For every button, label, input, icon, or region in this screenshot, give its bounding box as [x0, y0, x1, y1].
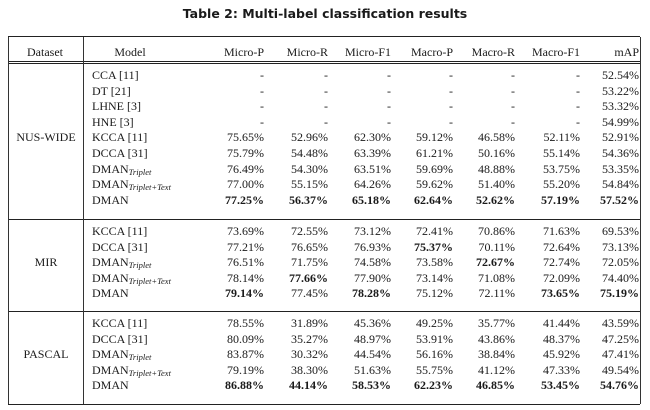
model-name: [92, 130, 147, 145]
metric-value: -: [576, 68, 580, 82]
model-name: [92, 115, 134, 130]
metric-value: 70.86%: [478, 224, 515, 238]
model-name: [92, 84, 131, 99]
metric-value: 71.75%: [291, 255, 328, 270]
metric-value: 52.11%: [543, 130, 580, 145]
metric-value: 76.51%: [227, 255, 264, 270]
metric-value: 54.30%: [291, 161, 328, 176]
metric-value: 46.85%: [476, 378, 515, 393]
metric-value: 50.16%: [478, 146, 515, 160]
metric-value: 76.93%: [354, 239, 391, 254]
dataset-label: NUS-WIDE: [16, 130, 76, 145]
metric-value: 73.58%: [416, 255, 453, 270]
metric-value: 63.39%: [354, 146, 391, 160]
metric-value: 47.41%: [602, 347, 639, 362]
metric-value: 55.14%: [543, 146, 580, 160]
metric-value: 75.19%: [600, 286, 639, 301]
metric-value: 44.54%: [354, 347, 391, 362]
metric-value: 72.74%: [543, 255, 580, 270]
header-metric: Micro-P: [224, 45, 264, 59]
metric-value: -: [511, 83, 515, 98]
metric-value: 47.33%: [543, 362, 580, 377]
model-base-name: KCCA [11]: [92, 130, 148, 145]
metric-value: 59.12%: [416, 130, 453, 145]
model-base-name: DCCA [31]: [92, 331, 148, 346]
metric-value: 72.41%: [416, 224, 453, 238]
metric-value: 73.65%: [541, 286, 580, 301]
metric-value: -: [511, 114, 515, 129]
metric-value: 73.13%: [602, 239, 639, 254]
metric-value: 53.35%: [602, 161, 639, 176]
model-name: [92, 332, 148, 347]
model-base-name: DMAN: [92, 347, 129, 362]
metric-value: 62.64%: [414, 192, 453, 207]
metric-value: 52.96%: [291, 130, 328, 145]
model-name: [92, 378, 129, 393]
metric-value: -: [260, 68, 264, 82]
header-dataset: Dataset: [27, 45, 63, 59]
metric-value: 45.36%: [354, 316, 391, 330]
metric-value: 78.28%: [352, 286, 391, 301]
metric-value: 31.89%: [291, 316, 328, 330]
model-name: [92, 68, 139, 83]
metric-value: 54.36%: [602, 146, 639, 160]
model-base-name: DT [21]: [92, 83, 131, 98]
metric-value: 78.55%: [227, 316, 264, 330]
metric-value: 59.62%: [416, 177, 453, 192]
metric-value: -: [324, 114, 328, 129]
metric-value: 47.25%: [602, 331, 639, 346]
table-caption: Table 2: Multi-label classification results: [182, 6, 468, 21]
table-rule: [8, 311, 640, 312]
model-name: [92, 240, 148, 255]
metric-value: 80.09%: [227, 331, 264, 346]
metric-value: 45.92%: [543, 347, 580, 362]
table-rule: [8, 63, 640, 64]
metric-value: 73.69%: [227, 224, 264, 238]
metric-value: 53.45%: [541, 378, 580, 393]
metric-value: 46.58%: [478, 130, 515, 145]
metric-value: 73.14%: [416, 270, 453, 285]
column-separator: [8, 37, 9, 404]
metric-value: 76.65%: [291, 239, 328, 254]
metric-value: 77.00%: [227, 177, 264, 192]
metric-value: 72.05%: [602, 255, 639, 270]
model-subscript: Triplet+Text: [128, 367, 171, 378]
metric-value: 77.66%: [289, 270, 328, 285]
model-base-name: DMAN: [92, 192, 129, 207]
metric-value: 83.87%: [227, 347, 264, 362]
metric-value: 55.20%: [543, 177, 580, 192]
metric-value: -: [324, 68, 328, 82]
model-base-name: DMAN: [92, 378, 129, 393]
metric-value: 77.90%: [354, 270, 391, 285]
metric-value: 77.45%: [291, 286, 328, 301]
header-metric: Micro-F1: [345, 45, 391, 59]
table-rule: [8, 404, 640, 405]
metric-value: 75.37%: [414, 239, 453, 254]
header-metric: Macro-P: [411, 45, 453, 59]
table-rule: [8, 36, 640, 37]
metric-value: 55.15%: [291, 177, 328, 192]
metric-value: 53.75%: [543, 161, 580, 176]
metric-value: 72.55%: [291, 224, 328, 238]
model-base-name: KCCA [11]: [92, 224, 148, 238]
model-base-name: DMAN: [92, 255, 129, 270]
metric-value: -: [576, 99, 580, 114]
metric-value: 52.91%: [602, 130, 639, 145]
metric-value: 74.40%: [602, 270, 639, 285]
metric-value: 64.26%: [354, 177, 391, 192]
model-base-name: DCCA [31]: [92, 239, 148, 254]
metric-value: 54.99%: [602, 114, 639, 129]
header-model: Model: [114, 45, 146, 59]
metric-value: 57.52%: [600, 192, 639, 207]
metric-value: 72.09%: [543, 270, 580, 285]
model-name: [92, 286, 129, 301]
metric-value: -: [387, 68, 391, 82]
model-base-name: DMAN: [92, 362, 129, 377]
model-subscript: Triplet: [128, 166, 152, 177]
metric-value: 62.23%: [414, 378, 453, 393]
column-separator: [640, 37, 641, 404]
model-base-name: CCA [11]: [92, 68, 139, 82]
metric-value: 75.79%: [227, 146, 264, 160]
model-name: [92, 316, 147, 331]
metric-value: 77.25%: [225, 192, 264, 207]
model-subscript: Triplet+Text: [128, 275, 171, 286]
metric-value: 53.91%: [416, 331, 453, 346]
metric-value: 70.11%: [478, 239, 515, 254]
metric-value: 62.30%: [354, 130, 391, 145]
metric-value: 63.51%: [354, 161, 391, 176]
metric-value: -: [511, 68, 515, 82]
header-metric: Micro-R: [286, 45, 328, 59]
metric-value: 74.58%: [354, 255, 391, 270]
metric-value: 52.54%: [602, 68, 639, 82]
metric-value: 51.40%: [478, 177, 515, 192]
metric-value: 41.44%: [543, 316, 580, 330]
metric-value: 35.77%: [478, 316, 515, 330]
model-base-name: DMAN: [92, 270, 129, 285]
metric-value: 58.53%: [352, 378, 391, 393]
metric-value: 53.22%: [602, 83, 639, 98]
dataset-label: PASCAL: [23, 347, 69, 361]
metric-value: 56.16%: [416, 347, 453, 362]
column-separator: [83, 37, 84, 404]
metric-value: 72.11%: [478, 286, 515, 301]
metric-value: -: [576, 83, 580, 98]
metric-value: 61.21%: [416, 146, 453, 160]
metric-value: 43.86%: [478, 331, 515, 346]
metric-value: 52.62%: [476, 192, 515, 207]
dataset-label: MIR: [34, 255, 58, 269]
metric-value: 30.32%: [291, 347, 328, 362]
metric-value: 48.37%: [543, 331, 580, 346]
metric-value: 72.67%: [476, 255, 515, 270]
metric-value: 73.12%: [354, 224, 391, 238]
metric-value: 55.75%: [416, 362, 453, 377]
metric-value: 59.69%: [416, 161, 453, 176]
metric-value: 56.37%: [289, 192, 328, 207]
metric-value: -: [511, 99, 515, 114]
metric-value: 57.19%: [541, 192, 580, 207]
metric-value: 79.19%: [227, 362, 264, 377]
model-name: [92, 146, 148, 161]
metric-value: 79.14%: [225, 286, 264, 301]
metric-value: 75.12%: [416, 286, 453, 301]
header-metric: mAP: [614, 45, 639, 59]
header-metric: Macro-F1: [532, 45, 580, 59]
metric-value: 54.84%: [602, 177, 639, 192]
metric-value: 43.59%: [602, 316, 639, 330]
metric-value: 53.32%: [602, 99, 639, 114]
metric-value: 65.18%: [352, 192, 391, 207]
metric-value: -: [449, 114, 453, 129]
metric-value: -: [387, 114, 391, 129]
model-base-name: LHNE [3]: [92, 99, 141, 114]
model-base-name: HNE [3]: [92, 114, 134, 129]
metric-value: 49.54%: [602, 362, 639, 377]
metric-value: 54.48%: [291, 146, 328, 160]
metric-value: 72.64%: [543, 239, 580, 254]
metric-value: 48.88%: [478, 161, 515, 176]
metric-value: 71.08%: [478, 270, 515, 285]
metric-value: -: [260, 99, 264, 114]
metric-value: 51.63%: [354, 362, 391, 377]
model-subscript: Triplet: [128, 260, 152, 271]
model-base-name: DMAN: [92, 177, 129, 192]
metric-value: 38.84%: [478, 347, 515, 362]
metric-value: 86.88%: [225, 378, 264, 393]
model-base-name: DCCA [31]: [92, 146, 148, 160]
metric-value: -: [260, 114, 264, 129]
metric-value: 75.65%: [227, 130, 264, 145]
metric-value: 77.21%: [227, 239, 264, 254]
metric-value: 35.27%: [291, 331, 328, 346]
metric-value: -: [387, 99, 391, 114]
model-subscript: Triplet+Text: [128, 182, 171, 193]
metric-value: -: [576, 114, 580, 129]
metric-value: 71.63%: [543, 224, 580, 238]
model-base-name: KCCA [11]: [92, 316, 148, 330]
metric-value: -: [449, 83, 453, 98]
header-metric: Macro-R: [471, 45, 515, 59]
model-name: [92, 224, 147, 239]
metric-value: 69.53%: [602, 224, 639, 238]
model-name: [92, 193, 129, 208]
table-rule: [8, 219, 640, 220]
model-base-name: DMAN: [92, 161, 129, 176]
metric-value: 44.14%: [289, 378, 328, 393]
metric-value: -: [260, 83, 264, 98]
metric-value: -: [449, 99, 453, 114]
table-rule: [8, 61, 640, 62]
metric-value: -: [324, 83, 328, 98]
metric-value: 49.25%: [416, 316, 453, 330]
metric-value: 76.49%: [227, 161, 264, 176]
metric-value: -: [324, 99, 328, 114]
model-subscript: Triplet: [128, 352, 152, 363]
metric-value: 38.30%: [291, 362, 328, 377]
model-base-name: DMAN: [92, 286, 129, 301]
metric-value: 78.14%: [227, 270, 264, 285]
metric-value: 48.97%: [354, 331, 391, 346]
metric-value: 41.12%: [478, 362, 515, 377]
metric-value: -: [449, 68, 453, 82]
model-name: [92, 99, 141, 114]
metric-value: -: [387, 83, 391, 98]
metric-value: 54.76%: [600, 378, 639, 393]
